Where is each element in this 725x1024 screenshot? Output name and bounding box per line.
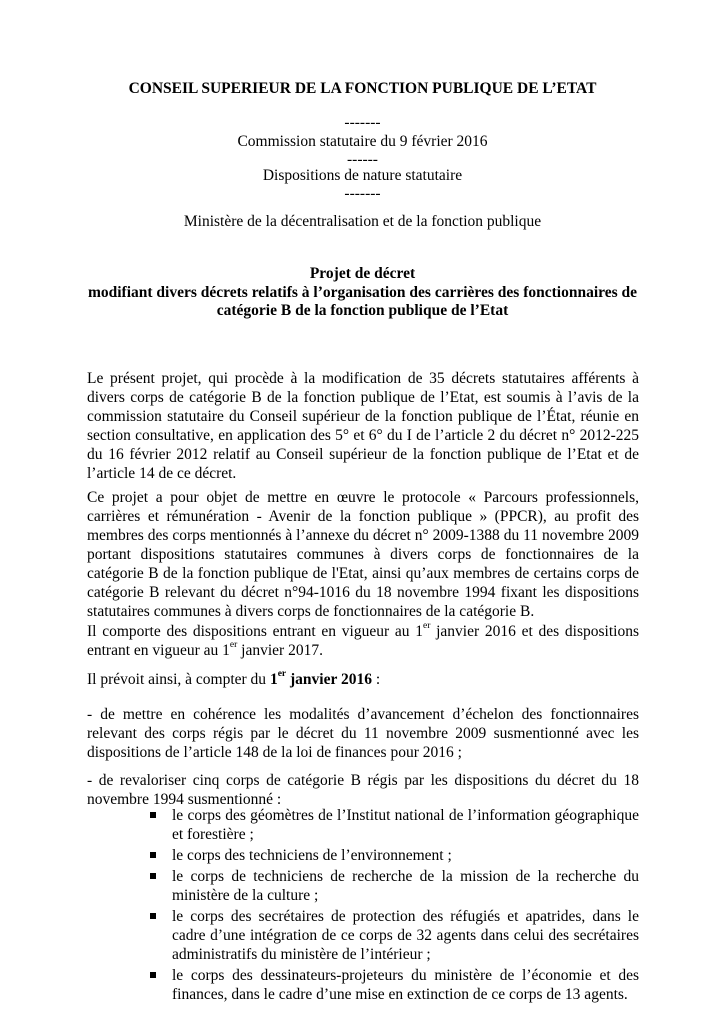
list-item: le corps des dessinateurs-projeteurs du ministère de l’économie et des finances, dans le cadre d’une mise en extinction de ce corps de 13 agents.	[147, 966, 639, 1004]
paragraph-revaluation: - de revaloriser cinq corps de catégorie B régis par les dispositions du décret du 18 novembre 1994 susmentionné :	[87, 772, 639, 808]
list-item: le corps des secrétaires de protection des réfugiés et apatrides, dans le cadre d’une intégration de ce corps de 32 agents dans celui des secrétaires administratifs du ministère de l’intérieur ;	[147, 907, 639, 964]
commission-line: Commission statutaire du 9 février 2016	[237, 133, 488, 150]
bullet-square-icon	[150, 812, 156, 818]
bullet-square-icon	[150, 852, 156, 858]
paragraph-intro: Le présent projet, qui procède à la modification de 35 décrets statutaires afférents à divers corps de catégorie B de la fonction publique de l’Etat, est soumis à l’avis de la commission statutaire du Conseil supérieur de la fonction publique de l’État, réunie en section consultative, en application des 5° et 6° du I de l’article 2 du décret n° 2012-225 du 16 février 2012 relatif au Conseil supérieur de la fonction publique de l’Etat et de l’article 14 de ce décret.	[87, 370, 639, 482]
separator: -------	[344, 185, 381, 202]
nature-line: Dispositions de nature statutaire	[262, 167, 463, 184]
list-item: le corps des géomètres de l’Institut national de l’information géographique et forestière ;	[147, 806, 639, 844]
separator: -------	[344, 114, 381, 131]
project-title: Projet de décret	[309, 265, 416, 282]
bullet-square-icon	[150, 873, 156, 879]
council-title: CONSEIL SUPERIEUR DE LA FONCTION PUBLIQUE DE L’ETAT	[128, 80, 597, 97]
list-item: le corps des techniciens de l’environnement ;	[147, 846, 639, 865]
project-subtitle-line2: catégorie B de la fonction publique de l’Etat	[216, 302, 509, 319]
corps-list	[147, 806, 639, 1006]
list-item: le corps de techniciens de recherche de la mission de la recherche du ministère de la culture ;	[147, 867, 639, 905]
paragraph-objective: Ce projet a pour objet de mettre en œuvre le protocole « Parcours professionnels, carrières et rémunération - Avenir de la fonction publique » (PPCR), au profit des membres des corps mentionnés à l’annexe du décret n° 2009-1388 du 11 novembre 2009 portant dispositions statutaires communes à divers corps de fonctionnaires de la catégorie B de la fonction publique de l'Etat, ainsi qu’aux membres de certains corps de catégorie B relevant du décret n°94-1016 du 18 novembre 1994 fixant les dispositions statutaires communes à divers corps de fonctionnaires de la catégorie B.	[87, 489, 639, 620]
bullet-square-icon	[150, 972, 156, 978]
separator: ------	[347, 151, 378, 168]
paragraph-advancement: - de mettre en cohérence les modalités d’avancement d’échelon des fonctionnaires relevant des corps régis par le décret du 11 novembre 2009 susmentionné avec les dispositions de l’article 148 de la loi de finances pour 2016 ;	[87, 706, 639, 761]
bullet-square-icon	[150, 913, 156, 919]
project-subtitle-line1: modifiant divers décrets relatifs à l’organisation des carrières des fonctionnaires de	[87, 284, 638, 301]
paragraph-effective-dates: Il comporte des dispositions entrant en vigueur au 1er janvier 2016 et des dispositions entrant en vigueur au 1er janvier 2017.	[87, 620, 639, 659]
ministry-line: Ministère de la décentralisation et de la fonction publique	[183, 213, 542, 230]
paragraph-2016-intro: Il prévoit ainsi, à compter du 1er janvier 2016 :	[87, 668, 381, 688]
